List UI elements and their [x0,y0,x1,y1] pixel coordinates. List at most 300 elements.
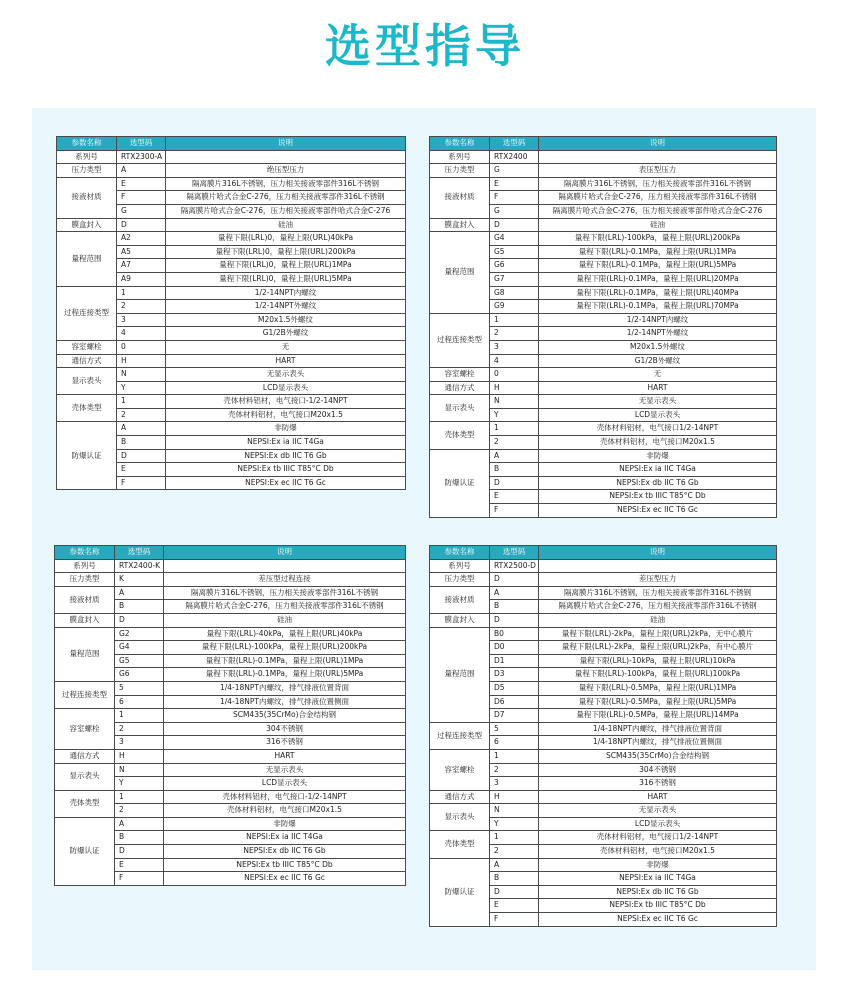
description-cell: 1/4-18NPT内螺纹，排气排液位置侧面 [539,736,777,750]
description-cell: 隔离膜片哈式合金C-276，压力相关接液零部件316L不锈钢 [164,600,406,614]
param-name-cell: 压力类型 [57,164,117,178]
table-row [430,164,777,178]
description-cell: NEPSI:Ex tb IIIC T85°C Db [166,463,406,477]
code-cell: 2 [490,327,539,341]
description-cell: 1/4-18NPT内螺纹，排气排液位置背面 [539,722,777,736]
description-cell: G1/2B外螺纹 [539,354,777,368]
description-cell: 无显示表头 [166,368,406,382]
param-name-cell: 壳体类型 [430,831,490,858]
code-cell: Y [490,408,539,422]
description-cell: 量程下限(LRL)-0.1MPa，量程上限(URL)1MPa [539,245,777,259]
selection-table-rtx2500-d [429,545,777,927]
table-row [430,804,777,818]
description-cell: 壳体材料铝材，电气接口M20x1.5 [539,436,777,450]
description-cell: NEPSI:Ex tb IIIC T85°C Db [164,858,406,872]
table-row [57,177,406,191]
description-cell: 量程下限(LRL)-40kPa，量程上限(URL)40kPa [164,627,406,641]
param-name-cell: 量程范围 [55,627,115,681]
description-cell: 1/2-14NPT内螺纹 [166,286,406,300]
param-name-cell: 显示表头 [430,395,490,422]
description-cell: LCD显示表头 [539,408,777,422]
param-name-cell: 量程范围 [57,232,117,286]
description-cell: NEPSI:Ex db IIC T6 Gb [539,476,777,490]
description-cell: NEPSI:Ex ec IIC T6 Gc [166,476,406,490]
header-param-name: 参数名称 [430,546,490,560]
description-cell: SCM435(35CrMo)合金结构钢 [164,709,406,723]
description-cell: 量程下限(LRL)-100kPa，量程上限(URL)200kPa [164,641,406,655]
code-cell: 3 [490,777,539,791]
description-cell: LCD显示表头 [539,817,777,831]
table-row [430,627,777,641]
description-cell: 硅油 [539,613,777,627]
param-name-cell: 容室螺栓 [57,340,117,354]
param-name-cell: 通信方式 [430,381,490,395]
code-cell: G9 [490,300,539,314]
code-cell: 2 [115,722,164,736]
table-row [57,422,406,436]
code-cell: D6 [490,695,539,709]
description-cell: 表压型压力 [539,164,777,178]
description-cell: 量程下限(LRL)0，量程上限(URL)200kPa [166,245,406,259]
code-cell: 6 [115,695,164,709]
table-row [430,449,777,463]
description-cell: 316不锈钢 [164,736,406,750]
code-cell: D [490,573,539,587]
code-cell: 1 [115,790,164,804]
description-cell: 差压型过程连接 [164,573,406,587]
description-cell: NEPSI:Ex ia IIC T4Ga [164,831,406,845]
table-row [430,858,777,872]
description-cell: 无显示表头 [539,395,777,409]
code-cell: 0 [117,340,166,354]
param-name-cell: 量程范围 [430,232,490,314]
code-cell: 2 [117,408,166,422]
code-cell: G6 [115,668,164,682]
code-cell: G [490,204,539,218]
code-cell: F [490,504,539,518]
code-cell: A [490,586,539,600]
description-cell: 量程下限(LRL)-0.1MPa，量程上限(URL)5MPa [539,259,777,273]
description-cell: 壳体材料铝材，电气接口-1/2-14NPT [166,395,406,409]
description-cell: 量程下限(LRL)-0.1MPa，量程上限(URL)70MPa [539,300,777,314]
description-cell: 量程下限(LRL)-0.1MPa，量程上限(URL)5MPa [164,668,406,682]
description-cell: 1/2-14NPT外螺纹 [539,327,777,341]
param-name-cell: 膜盒封入 [430,218,490,232]
description-cell: 量程下限(LRL)-0.1MPa，量程上限(URL)20MPa [539,272,777,286]
code-cell: 4 [117,327,166,341]
code-cell: 2 [490,845,539,859]
description-cell: 隔离膜片316L不锈钢，压力相关接液零部件316L不锈钢 [539,586,777,600]
header-description: 说明 [539,137,777,151]
table-header-row [57,137,406,151]
code-cell: H [117,354,166,368]
code-cell: Y [117,381,166,395]
code-cell: A9 [117,272,166,286]
param-name-cell: 通信方式 [57,354,117,368]
table-row [55,790,406,804]
table-row [57,340,406,354]
code-cell: 4 [490,354,539,368]
code-cell: 3 [115,736,164,750]
page-title: 选型指导 [325,19,525,73]
code-cell: 1 [490,749,539,763]
description-cell [539,150,777,164]
table-row [430,586,777,600]
code-cell: 3 [117,313,166,327]
description-cell: NEPSI:Ex tb IIIC T85°C Db [539,899,777,913]
description-cell: LCD显示表头 [166,381,406,395]
code-cell: B [115,600,164,614]
code-cell: G8 [490,286,539,300]
header-code: 选型码 [117,137,166,151]
selection-table-rtx2400 [429,136,777,518]
code-cell: N [490,804,539,818]
table-row [55,613,406,627]
table-row [55,817,406,831]
param-name-cell: 接液材质 [57,177,117,218]
code-cell: N [117,368,166,382]
code-cell: D [117,218,166,232]
code-cell: H [490,790,539,804]
code-cell: E [117,463,166,477]
description-cell: 量程下限(LRL)0，量程上限(URL)40kPa [166,232,406,246]
code-cell: B [117,436,166,450]
code-cell: H [115,749,164,763]
description-cell: 非防爆 [164,817,406,831]
description-cell: 1/4-18NPT内螺纹，排气排液位置背面 [164,681,406,695]
code-cell: E [490,490,539,504]
description-cell: 壳体材料铝材，电气接口M20x1.5 [539,845,777,859]
table-row [57,354,406,368]
param-name-cell: 壳体类型 [55,790,115,817]
description-cell: 量程下限(LRL)-0.5MPa，量程上限(URL)5MPa [539,695,777,709]
param-name-cell: 压力类型 [430,573,490,587]
code-cell: D5 [490,681,539,695]
code-cell: B [490,600,539,614]
table-row [55,763,406,777]
table-row [55,681,406,695]
table-row [430,749,777,763]
table-row [430,218,777,232]
code-cell: E [117,177,166,191]
code-cell: 5 [115,681,164,695]
description-cell: SCM435(35CrMo)合金结构钢 [539,749,777,763]
code-cell: A5 [117,245,166,259]
code-cell: A7 [117,259,166,273]
description-cell: 量程下限(LRL)-100kPa，量程上限(URL)100kPa [539,668,777,682]
code-cell: 2 [490,763,539,777]
code-cell: 2 [115,804,164,818]
code-cell: A2 [117,232,166,246]
description-cell: HART [539,790,777,804]
description-cell: NEPSI:Ex ec IIC T6 Gc [164,872,406,886]
description-cell: NEPSI:Ex db IIC T6 Gb [164,845,406,859]
code-cell: N [115,763,164,777]
header-code: 选型码 [490,137,539,151]
table-header-row [55,546,406,560]
description-cell: 壳体材料铝材，电气接口1/2-14NPT [539,422,777,436]
table-row [430,422,777,436]
description-cell: 量程下限(LRL)-2kPa，量程上限(URL)2kPa，无中心膜片 [539,627,777,641]
code-cell: F [117,191,166,205]
description-cell: 304不锈钢 [164,722,406,736]
description-cell: 硅油 [539,218,777,232]
description-cell: 差压型压力 [539,573,777,587]
description-cell: 非防爆 [539,449,777,463]
code-cell: 1 [117,395,166,409]
description-cell: NEPSI:Ex db IIC T6 Gb [166,449,406,463]
table-row [430,613,777,627]
description-cell: NEPSI:Ex db IIC T6 Gb [539,885,777,899]
table-row [57,286,406,300]
code-cell: G2 [115,627,164,641]
param-name-cell: 过程连接类型 [430,313,490,367]
code-cell: RTX2400 [490,150,539,164]
code-cell: 1 [490,313,539,327]
table-row [57,395,406,409]
param-name-cell: 过程连接类型 [57,286,117,340]
table-row [57,150,406,164]
header-description: 说明 [539,546,777,560]
code-cell: D [115,613,164,627]
description-cell: M20x1.5外螺纹 [166,313,406,327]
description-cell: HART [164,749,406,763]
header-code: 选型码 [115,546,164,560]
description-cell: 隔离膜片哈式合金C-276，压力相关接液零部件316L不锈钢 [539,600,777,614]
param-name-cell: 膜盒封入 [430,613,490,627]
header-param-name: 参数名称 [55,546,115,560]
description-cell: 量程下限(LRL)-2kPa，量程上限(URL)2kPa，有中心膜片 [539,641,777,655]
description-cell: 316不锈钢 [539,777,777,791]
param-name-cell: 压力类型 [430,164,490,178]
code-cell: A [490,449,539,463]
description-cell: 量程下限(LRL)-0.5MPa，量程上限(URL)14MPa [539,709,777,723]
code-cell: D [490,476,539,490]
code-cell: B0 [490,627,539,641]
description-cell: 壳体材料铝材，电气接口1/2-14NPT [539,831,777,845]
code-cell: G4 [490,232,539,246]
code-cell: 6 [490,736,539,750]
table-row [55,627,406,641]
description-cell: 隔离膜片316L不锈钢，压力相关接液零部件316L不锈钢 [166,177,406,191]
description-cell: HART [539,381,777,395]
table-row [430,559,777,573]
code-cell: Y [115,777,164,791]
code-cell: B [490,463,539,477]
code-cell: G4 [115,641,164,655]
selection-table-rtx2300-a [56,136,406,490]
code-cell: RTX2400-K [115,559,164,573]
code-cell: G6 [490,259,539,273]
description-cell: 量程下限(LRL)-0.5MPa，量程上限(URL)1MPa [539,681,777,695]
table-row [57,232,406,246]
code-cell: F [490,191,539,205]
description-cell: 1/4-18NPT内螺纹，排气排液位置侧面 [164,695,406,709]
table-row [55,749,406,763]
code-cell: 1 [117,286,166,300]
table-row [430,722,777,736]
code-cell: A [115,817,164,831]
table-row [430,232,777,246]
description-cell: G1/2B外螺纹 [166,327,406,341]
table-row [55,709,406,723]
table-row [430,177,777,191]
table-row [430,313,777,327]
param-name-cell: 接液材质 [430,177,490,218]
param-name-cell: 系列号 [430,150,490,164]
param-name-cell: 显示表头 [430,804,490,831]
code-cell: 1 [115,709,164,723]
code-cell: 1 [490,831,539,845]
description-cell: 绝压型压力 [166,164,406,178]
table-row [430,150,777,164]
table-row [57,164,406,178]
description-cell: 量程下限(LRL)-10kPa，量程上限(URL)10kPa [539,654,777,668]
param-name-cell: 接液材质 [430,586,490,613]
description-cell: 无 [539,368,777,382]
code-cell: 1 [490,422,539,436]
header-code: 选型码 [490,546,539,560]
table-row [55,586,406,600]
description-cell: 1/2-14NPT外螺纹 [166,300,406,314]
param-name-cell: 壳体类型 [57,395,117,422]
table-row [430,381,777,395]
param-name-cell: 过程连接类型 [55,681,115,708]
header-param-name: 参数名称 [57,137,117,151]
code-cell: F [490,913,539,927]
description-cell: 壳体材料铝材，电气接口M20x1.5 [166,408,406,422]
description-cell: 隔离膜片316L不锈钢，压力相关接液零部件316L不锈钢 [164,586,406,600]
code-cell: G5 [490,245,539,259]
table-row [55,559,406,573]
header-param-name: 参数名称 [430,137,490,151]
description-cell: NEPSI:Ex tb IIIC T85°C Db [539,490,777,504]
table-row [430,831,777,845]
description-cell: 无显示表头 [539,804,777,818]
code-cell: A [117,164,166,178]
code-cell: E [115,858,164,872]
selection-table-rtx2400-k [54,545,406,886]
code-cell: RTX2300-A [117,150,166,164]
code-cell: A [115,586,164,600]
description-cell: 非防爆 [166,422,406,436]
code-cell: N [490,395,539,409]
code-cell: A [490,858,539,872]
description-cell: 隔离膜片316L不锈钢，压力相关接液零部件316L不锈钢 [539,177,777,191]
description-cell: 量程下限(LRL)0，量程上限(URL)5MPa [166,272,406,286]
param-name-cell: 系列号 [57,150,117,164]
code-cell: D [115,845,164,859]
param-name-cell: 容室螺栓 [55,709,115,750]
param-name-cell: 防爆认证 [430,449,490,517]
description-cell [166,150,406,164]
code-cell: G [117,204,166,218]
description-cell: 隔离膜片哈式合金C-276，压力相关接液零部件316L不锈钢 [539,191,777,205]
header-description: 说明 [164,546,406,560]
code-cell: H [490,381,539,395]
table-row [57,368,406,382]
param-name-cell: 系列号 [55,559,115,573]
table-row [55,573,406,587]
code-cell: D [490,613,539,627]
param-name-cell: 通信方式 [430,790,490,804]
param-name-cell: 防爆认证 [55,817,115,885]
description-cell: 壳体材料铝材，电气接口-1/2-14NPT [164,790,406,804]
description-cell: NEPSI:Ex ia IIC T4Ga [166,436,406,450]
description-cell: HART [166,354,406,368]
table-header-row [430,546,777,560]
table-header-row [430,137,777,151]
table-row [430,790,777,804]
code-cell: E [490,899,539,913]
description-cell: NEPSI:Ex ec IIC T6 Gc [539,504,777,518]
description-cell: 非防爆 [539,858,777,872]
code-cell: E [490,177,539,191]
description-cell: 隔离膜片哈式合金C-276，压力相关接液零部件哈式合金C-276 [166,204,406,218]
description-cell: 1/2-14NPT内螺纹 [539,313,777,327]
param-name-cell: 过程连接类型 [430,722,490,749]
header-description: 说明 [166,137,406,151]
description-cell: 量程下限(LRL)0，量程上限(URL)1MPa [166,259,406,273]
code-cell: D [117,449,166,463]
param-name-cell: 接液材质 [55,586,115,613]
code-cell: B [115,831,164,845]
description-cell: 隔离膜片哈式合金C-276，压力相关接液零部件哈式合金C-276 [539,204,777,218]
param-name-cell: 膜盒封入 [55,613,115,627]
description-cell: 隔离膜片哈式合金C-276，压力相关接液零部件316L不锈钢 [166,191,406,205]
description-cell: 无 [166,340,406,354]
description-cell: NEPSI:Ex ia IIC T4Ga [539,463,777,477]
code-cell: D7 [490,709,539,723]
code-cell: Y [490,817,539,831]
param-name-cell: 壳体类型 [430,422,490,449]
code-cell: D [490,885,539,899]
description-cell: 硅油 [166,218,406,232]
code-cell: A [117,422,166,436]
param-name-cell: 量程范围 [430,627,490,722]
table-row [430,368,777,382]
description-cell: 壳体材料铝材，电气接口M20x1.5 [164,804,406,818]
param-name-cell: 防爆认证 [430,858,490,926]
code-cell: 2 [117,300,166,314]
description-cell: 量程下限(LRL)-0.1MPa，量程上限(URL)40MPa [539,286,777,300]
table-row [57,218,406,232]
param-name-cell: 通信方式 [55,749,115,763]
code-cell: G7 [490,272,539,286]
code-cell: G5 [115,654,164,668]
param-name-cell: 容室螺栓 [430,749,490,790]
param-name-cell: 压力类型 [55,573,115,587]
code-cell: D [490,218,539,232]
description-cell: 硅油 [164,613,406,627]
description-cell: 量程下限(LRL)-0.1MPa，量程上限(URL)1MPa [164,654,406,668]
param-name-cell: 系列号 [430,559,490,573]
param-name-cell: 显示表头 [55,763,115,790]
code-cell: 3 [490,340,539,354]
code-cell: K [115,573,164,587]
description-cell: 量程下限(LRL)-100kPa，量程上限(URL)200kPa [539,232,777,246]
code-cell: F [117,476,166,490]
description-cell: NEPSI:Ex ia IIC T4Ga [539,872,777,886]
code-cell: 5 [490,722,539,736]
param-name-cell: 膜盒封入 [57,218,117,232]
table-row [430,395,777,409]
description-cell: LCD显示表头 [164,777,406,791]
code-cell: D0 [490,641,539,655]
description-cell: M20x1.5外螺纹 [539,340,777,354]
code-cell: F [115,872,164,886]
description-cell: 无显示表头 [164,763,406,777]
